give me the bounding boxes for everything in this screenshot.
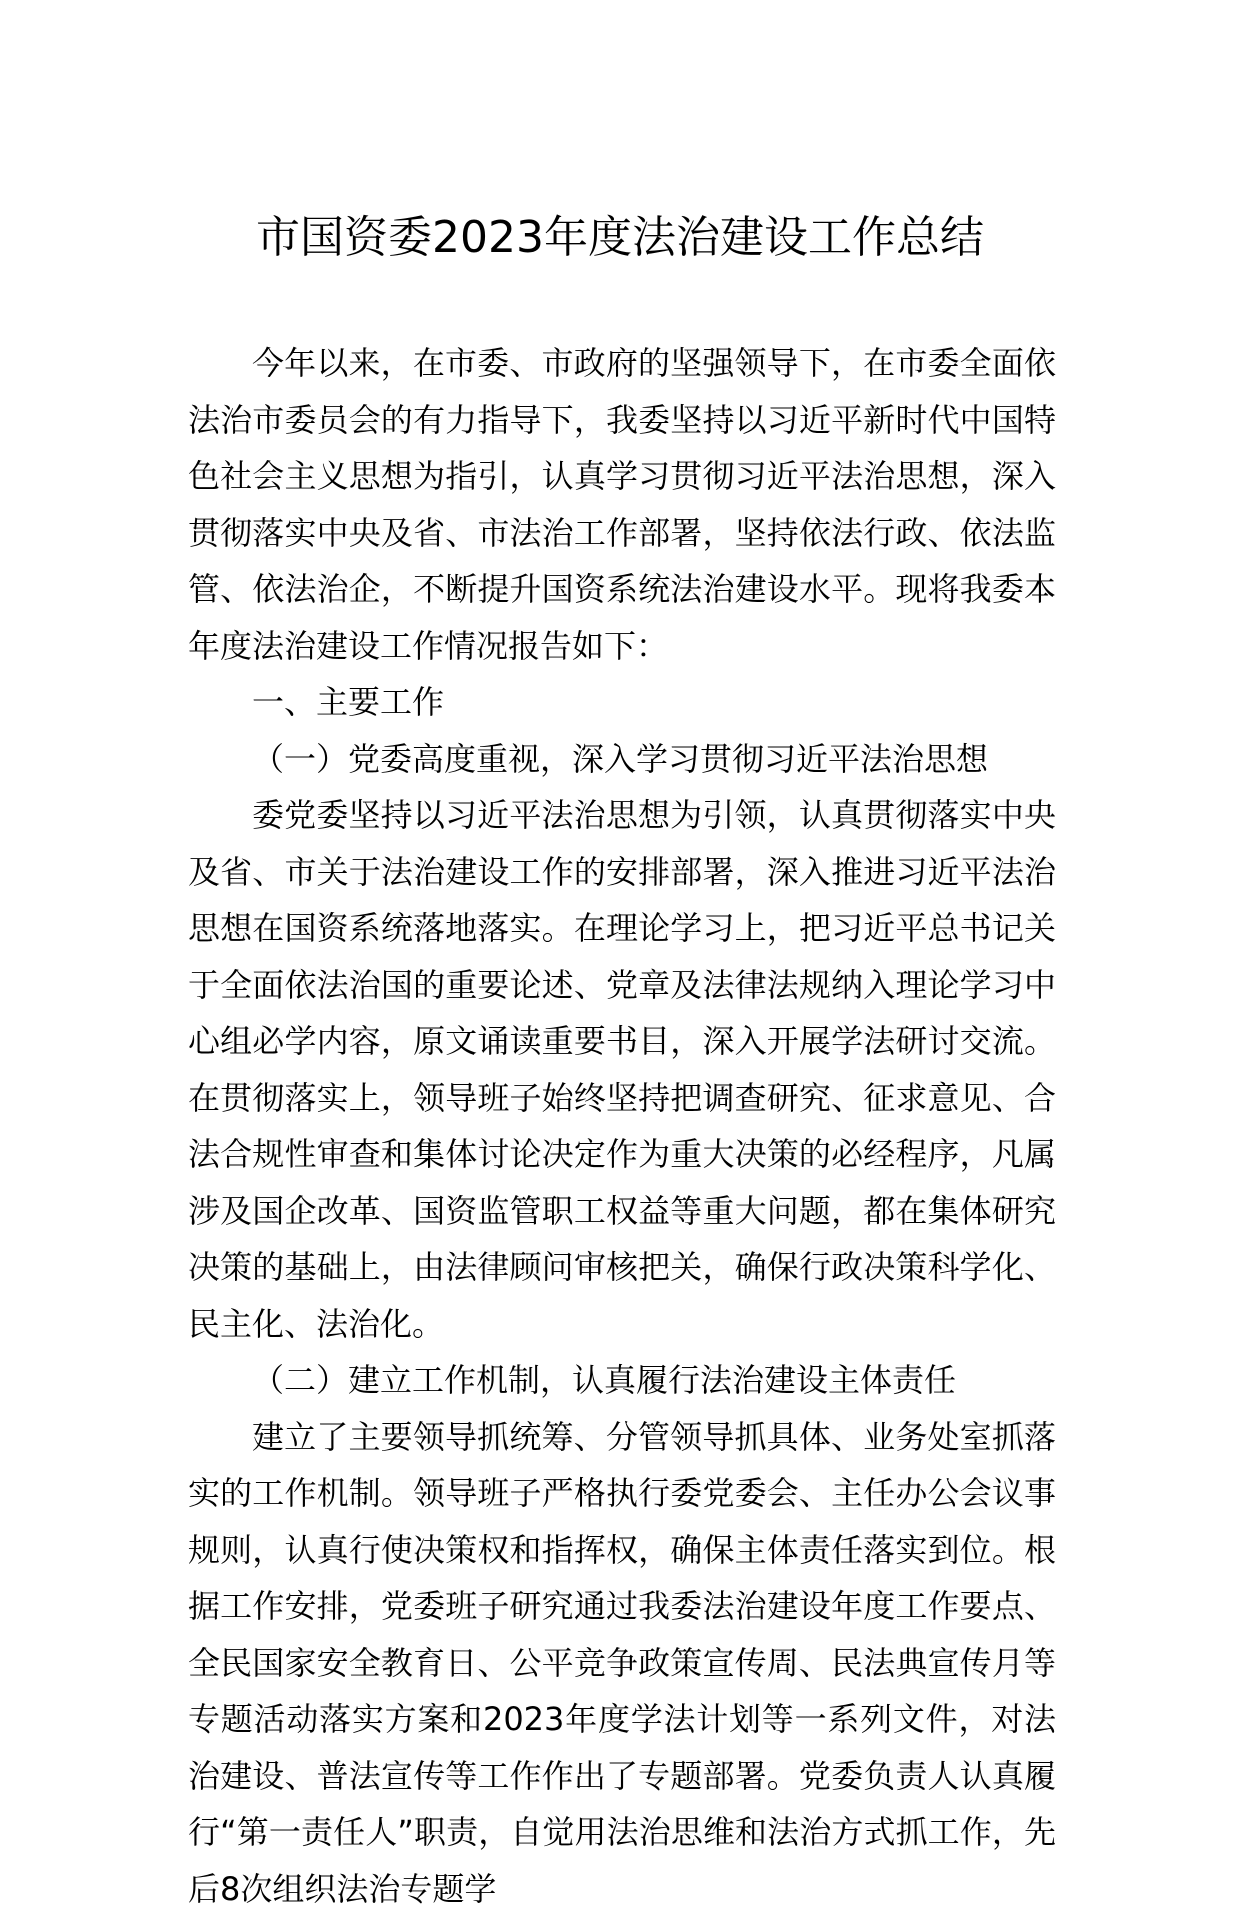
subsection-2-paragraph: 建立了主要领导抓统筹、分管领导抓具体、业务处室抓落实的工作机制。领导班子严格执行委党委会、主任办公会议事规则，认真行使决策权和指挥权，确保主体责任落实到位。根据工作安排，党委班子研究通过我委法治建设年度工作要点、全民国家安全教育日、公平竞争政策宣传周、民法典宣传月等专题活动落实方案和2023年度学法计划等一系列文件，对法治建设、普法宣传等工作作出了专题部署。党委负责人认真履行“第一责任人”职责，自觉用法治思维和法治方式抓工作，先后8次组织法治专题学 [188, 1409, 1056, 1917]
subsection-heading-1: （一）党委高度重视，深入学习贯彻习近平法治思想 [188, 731, 1056, 788]
intro-paragraph: 今年以来，在市委、市政府的坚强领导下，在市委全面依法治市委员会的有力指导下，我委坚持以习近平新时代中国特色社会主义思想为指引，认真学习贯彻习近平法治思想，深入贯彻落实中央及省、市法治工作部署，坚持依法行政、依法监管、依法治企，不断提升国资系统法治建设水平。现将我委本年度法治建设工作情况报告如下： [188, 335, 1056, 674]
document-body [188, 335, 1056, 1917]
subsection-1-paragraph: 委党委坚持以习近平法治思想为引领，认真贯彻落实中央及省、市关于法治建设工作的安排部署，深入推进习近平法治思想在国资系统落地落实。在理论学习上，把习近平总书记关于全面依法治国的重要论述、党章及法律法规纳入理论学习中心组必学内容，原文诵读重要书目，深入开展学法研讨交流。在贯彻落实上，领导班子始终坚持把调查研究、征求意见、合法合规性审查和集体讨论决定作为重大决策的必经程序，凡属涉及国企改革、国资监管职工权益等重大问题，都在集体研究决策的基础上，由法律顾问审核把关，确保行政决策科学化、民主化、法治化。 [188, 787, 1056, 1352]
subsection-heading-2: （二）建立工作机制，认真履行法治建设主体责任 [188, 1352, 1056, 1409]
document-title: 市国资委2023年度法治建设工作总结 [0, 210, 1240, 266]
section-heading-main-work: 一、主要工作 [188, 674, 1056, 731]
